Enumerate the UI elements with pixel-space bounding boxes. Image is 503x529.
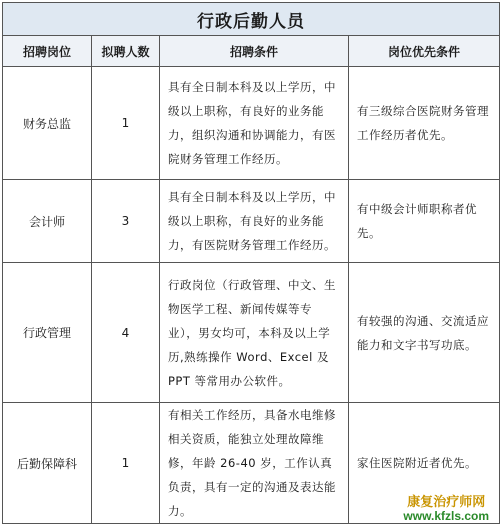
cell-position: 行政管理 (3, 263, 92, 403)
recruitment-table (2, 2, 500, 524)
cell-requirements: 有相关工作经历，具备水电维修相关资质，能独立处理故障维修，年龄 26-40 岁，工作认真负责，具有一定的沟通及表达能力。 (160, 403, 349, 524)
cell-requirements: 具有全日制本科及以上学历，中级以上职称，有良好的业务能力，有医院财务管理工作经历。 (160, 180, 349, 263)
watermark-site-name: 康复治疗师网 (407, 494, 486, 509)
watermark-url: www.kfzls.com (403, 509, 489, 523)
table-row (3, 67, 500, 180)
cell-count: 4 (92, 263, 160, 403)
recruitment-document (2, 2, 499, 526)
table-title: 行政后勤人员 (3, 3, 500, 36)
table-header-row (3, 36, 500, 67)
table-row (3, 263, 500, 403)
cell-position: 后勤保障科 (3, 403, 92, 524)
cell-priority: 有三级综合医院财务管理工作经历者优先。 (349, 67, 500, 180)
cell-count: 3 (92, 180, 160, 263)
cell-priority: 家住医院附近者优先。 (349, 403, 500, 524)
header-requirements: 招聘条件 (160, 36, 349, 67)
header-count: 拟聘人数 (92, 36, 160, 67)
cell-position: 会计师 (3, 180, 92, 263)
cell-requirements: 具有全日制本科及以上学历，中级以上职称，有良好的业务能力，组织沟通和协调能力，有医院财务管理工作经历。 (160, 67, 349, 180)
cell-count: 1 (92, 403, 160, 524)
table-row (3, 180, 500, 263)
cell-priority: 有较强的沟通、交流适应能力和文字书写功底。 (349, 263, 500, 403)
header-position: 招聘岗位 (3, 36, 92, 67)
table-row (3, 403, 500, 524)
cell-requirements: 行政岗位（行政管理、中文、生物医学工程、新闻传媒等专业），男女均可，本科及以上学历,熟练操作 Word、Excel 及 PPT 等常用办公软件。 (160, 263, 349, 403)
header-priority: 岗位优先条件 (349, 36, 500, 67)
cell-priority: 有中级会计师职称者优先。 (349, 180, 500, 263)
cell-position: 财务总监 (3, 67, 92, 180)
cell-count: 1 (92, 67, 160, 180)
